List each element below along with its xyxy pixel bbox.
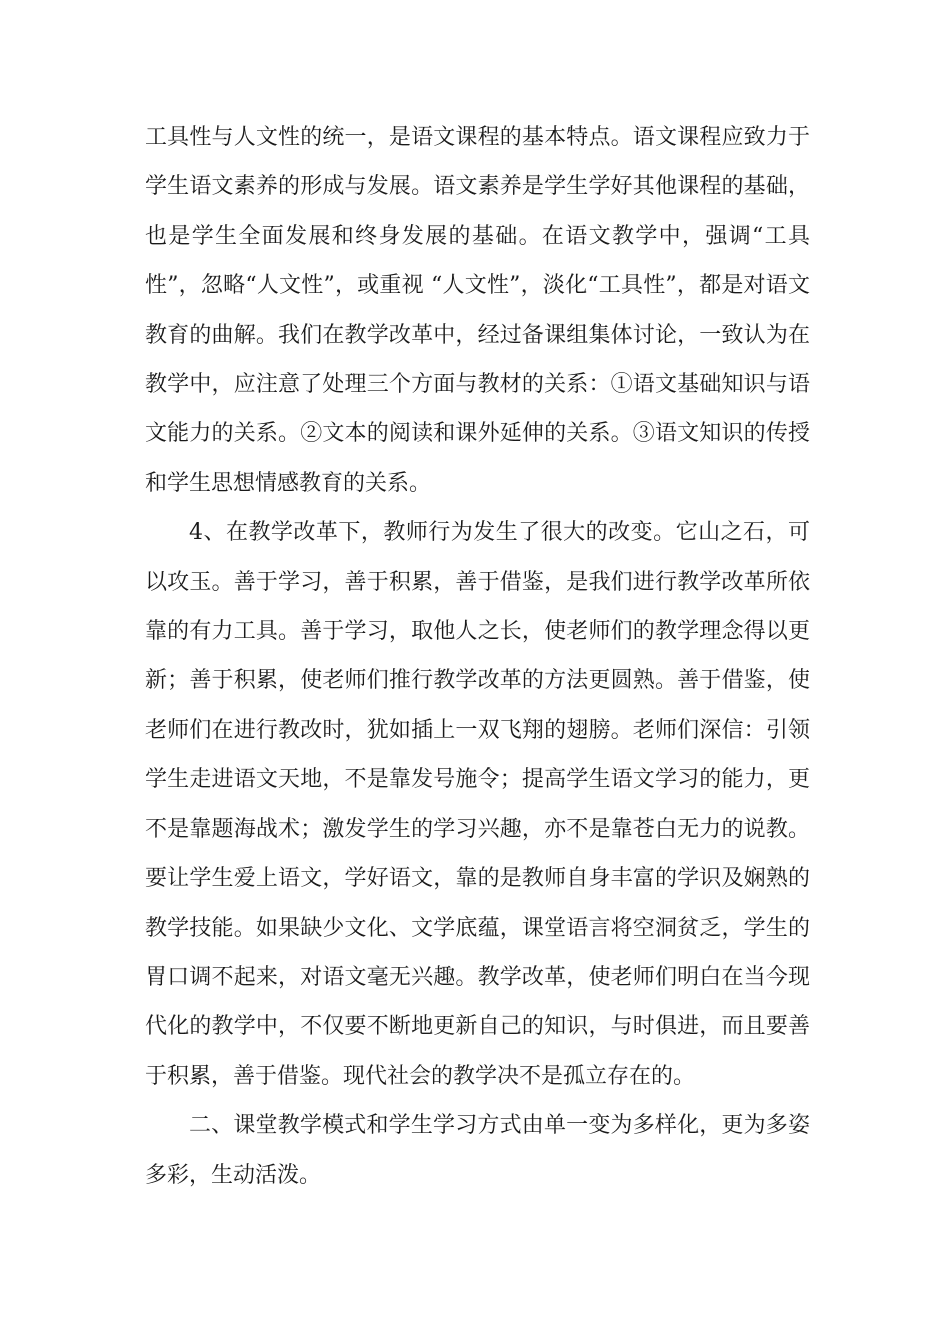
paragraph-section-two-heading: 二、课堂教学模式和学生学习方式由单一变为多样化，更为多姿多彩，生动活泼。 (145, 1113, 810, 1188)
paragraph-continuation: 工具性与人文性的统一，是语文课程的基本特点。语文课程应致力于学生语文素养的形成与发展。语文素养是学生学好其他课程的基础，也是学生全面发展和终身发展的基础。在语文教学中，强调“工具性”，忽略“人文性”，或重视 “人文性”，淡化“工具性”，都是对语文教育的曲解。我们在教学改革中，经过备课组集体讨论，一致认为在教学中，应注意了处理三个方面与教材的关系：①语文基础知识与语文能力的关系。②文本的阅读和课外延伸的关系。③语文知识的传授和学生思想情感教育的关系。 (145, 125, 810, 496)
paragraph-teacher-behavior: 4、在教学改革下，教师行为发生了很大的改变。它山之石，可以攻玉。善于学习，善于积累，善于借鉴，是我们进行教学改革所依靠的有力工具。善于学习，取他人之长，使老师们的教学理念得以更新；善于积累，使老师们推行教学改革的方法更圆熟。善于借鉴，使老师们在进行教改时，犹如插上一双飞翔的翅膀。老师们深信：引领学生走进语文天地，不是靠发号施令；提高学生语文学习的能力，更不是靠题海战术；激发学生的学习兴趣，亦不是靠苍白无力的说教。要让学生爱上语文，学好语文，靠的是教师自身丰富的学识及娴熟的教学技能。如果缺少文化、文学底蕴，课堂语言将空洞贫乏，学生的胃口调不起来，对语文毫无兴趣。教学改革，使老师们明白在当今现代化的教学中，不仅要不断地更新自己的知识，与时俱进，而且要善于积累，善于借鉴。现代社会的教学决不是孤立存在的。 (145, 520, 810, 1089)
document-body (145, 113, 810, 1200)
